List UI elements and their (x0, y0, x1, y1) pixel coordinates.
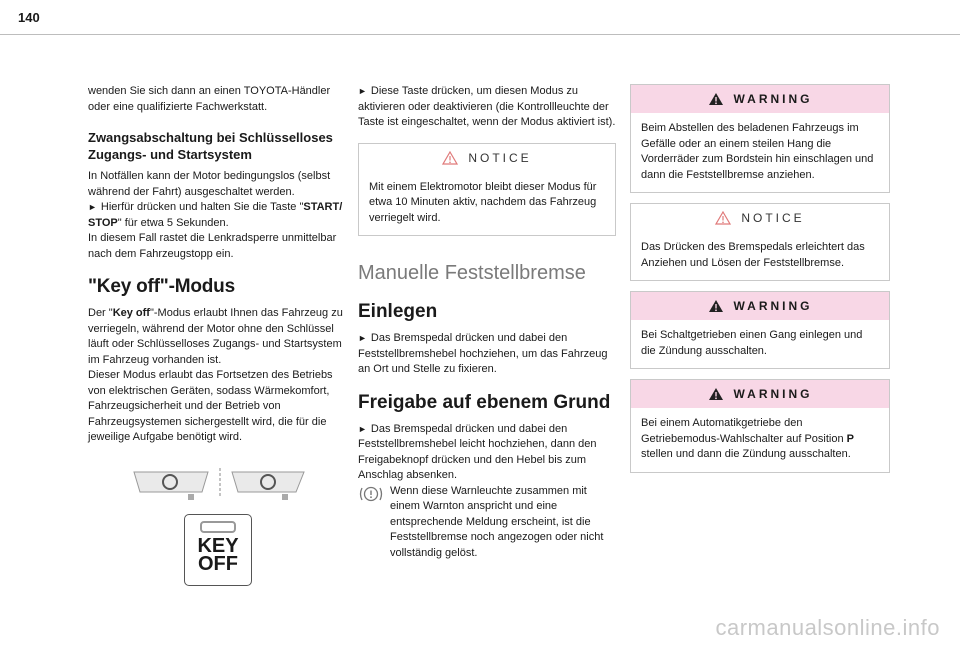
column-right (630, 84, 890, 483)
notice-triangle-icon (715, 211, 731, 225)
warning-header: WARNING (631, 85, 889, 113)
notice-header: NOTICE (359, 144, 615, 172)
warning-triangle-icon (708, 92, 724, 106)
parking-brake-warning-light-icon (358, 484, 384, 504)
warning-header: WARNING (631, 380, 889, 408)
notice-box-1 (358, 143, 616, 237)
warning-triangle-icon (708, 387, 724, 401)
keyoff-para-1: Der "Key off"-Modus erlaubt Ihnen das Fahrzeug zu verriegeln, während der Motor ohne den Schlüssel läuft oder Schlüsselloses Zugangs- und Startsystem im Fahrzeug vorhanden ist. (88, 307, 343, 366)
page-number: 140 (18, 10, 40, 25)
warning-body: Beim Abstellen des beladenen Fahrzeugs im Gefälle oder an einem steilen Hang die Vorderräder zum Bordstein hin einschlagen und dann die Feststellbremse anziehen. (641, 122, 874, 181)
heading-manuelle-feststellbremse: Manuelle Feststellbremse (358, 262, 586, 284)
warning-box-1 (630, 84, 890, 193)
column-left (88, 84, 348, 586)
notice-body: Mit einem Elektromotor bleibt dieser Modus für etwa 10 Minuten aktiv, nachdem das Fahrzeug verriegelt wird. (369, 180, 597, 224)
notice-box-2 (630, 203, 890, 281)
warning-triangle-icon (708, 299, 724, 313)
keyoff-para-2: Dieser Modus erlaubt das Fortsetzen des Betriebs von elektrischen Geräten, sodass Wärmekomfort, Fahrzeugsicherheit und der Betrieb von Fahrzeugsystemen sichergestellt wird, die für die jeweilige Aufgabe benötigt wird. (88, 369, 333, 443)
bullet-arrow-icon: ► (358, 333, 367, 343)
notice-header: NOTICE (631, 204, 889, 232)
taste-para: ► Diese Taste drücken, um diesen Modus zu aktivieren oder deaktivieren (die Kontrollleuchte der Taste ist eingeschaltet, wenn der Modus aktiviert ist). (358, 85, 616, 128)
einlegen-para: ► Das Bremspedal drücken und dabei den Feststellbremshebel hochziehen, um das Fahrzeug an Ort und Stelle zu fixieren. (358, 332, 608, 375)
warning-box-2 (630, 291, 890, 369)
zwang-para-2: ► Hierfür drücken und halten Sie die Taste "START/ STOP" für etwa 5 Sekunden. (88, 201, 343, 229)
dashboard-illustration (88, 466, 348, 500)
warning-body: Bei einem Automatikgetriebe den Getriebemodus-Wahlschalter auf Position P stellen und dann die Zündung ausschalten. (641, 417, 854, 460)
zwang-para-1: In Notfällen kann der Motor bedingungslos (selbst während der Fahrt) ausgeschaltet werden. (88, 170, 331, 198)
heading-einlegen: Einlegen (358, 301, 438, 322)
notice-body: Das Drücken des Bremspedals erleichtert das Anziehen und Lösen der Feststellbremse. (641, 241, 865, 269)
warning-box-3 (630, 379, 890, 473)
warning-light-para: Wenn diese Warnleuchte zusammen mit einem Warnton anspricht und eine entsprechende Meldung erscheint, ist die Feststellbremse noch angezogen oder nicht vollständig gelöst. (390, 484, 604, 559)
key-label: KEY (197, 534, 239, 557)
notice-triangle-icon (442, 151, 458, 165)
bullet-arrow-icon: ► (88, 202, 97, 212)
warning-header: WARNING (631, 292, 889, 320)
heading-zwangsabschaltung: Zwangsabschaltung bei Schlüsselloses Zugangs- und Startsystem (88, 130, 333, 162)
intro-text: wenden Sie sich dann an einen TOYOTA-Händler oder eine qualifizierte Fachwerkstatt. (88, 85, 331, 113)
heading-freigabe: Freigabe auf ebenem Grund (358, 391, 611, 413)
indicator-slot (200, 521, 236, 533)
dashboard-buttons-icon (128, 466, 308, 500)
key-off-button-icon (184, 514, 252, 586)
heading-key-off: "Key off"-Modus (88, 276, 235, 297)
warning-body: Bei Schaltgetrieben einen Gang einlegen und die Zündung ausschalten. (641, 329, 863, 357)
header-rule (0, 34, 960, 35)
column-middle (358, 84, 616, 561)
bullet-arrow-icon: ► (358, 423, 367, 434)
bullet-arrow-icon: ► (358, 86, 367, 96)
warning-light-row (358, 484, 616, 562)
freigabe-para: ► Das Bremspedal drücken und dabei den Feststellbremshebel leicht hochziehen, dann den Freigabeknopf drücken und den Hebel bis zum Anschlag absenken. (358, 422, 597, 481)
off-label: OFF (198, 552, 238, 575)
zwang-para-3: In diesem Fall rastet die Lenkradsperre unmittelbar nach dem Fahrzeugstopp ein. (88, 232, 337, 260)
watermark: carmanualsonline.info (715, 615, 940, 640)
